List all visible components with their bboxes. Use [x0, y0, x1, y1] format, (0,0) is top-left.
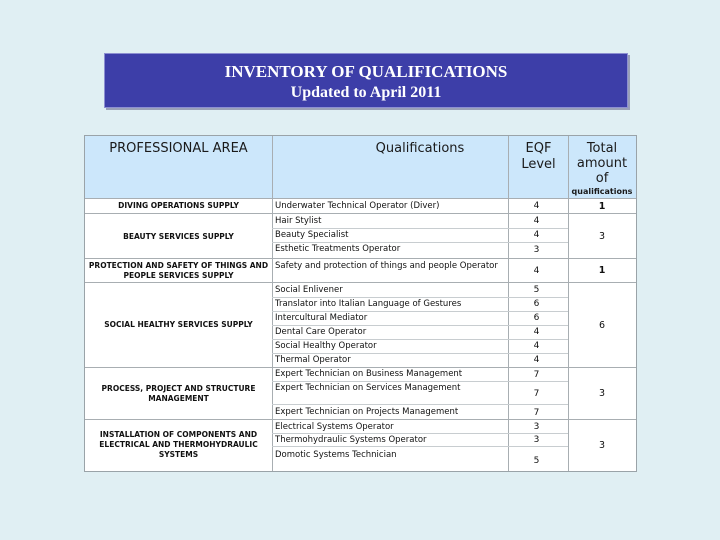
qualification-cell: Domotic Systems Technician	[275, 450, 397, 460]
header-professional-area: PROFESSIONAL AREA	[109, 141, 248, 156]
eqf-level-cell: 3	[533, 435, 540, 445]
eqf-level-cell: 4	[533, 327, 540, 337]
total-protection-safety: 1	[598, 265, 606, 276]
area-process-project: PROCESS, PROJECT AND STRUCTURE MANAGEMENT	[101, 383, 256, 403]
area-installation: INSTALLATION OF COMPONENTS AND ELECTRICAL AND THERMOHYDRAULIC SYSTEMS	[99, 430, 258, 459]
eqf-level-cell: 4	[533, 341, 540, 351]
qualification-cell: Social Healthy Operator	[275, 341, 377, 351]
qualification-cell: Electrical Systems Operator	[275, 422, 394, 432]
eqf-level-cell: 4	[533, 216, 540, 226]
qualification-cell: Expert Technician on Business Management	[275, 369, 463, 379]
qualification-cell: Beauty Specialist	[275, 230, 349, 240]
qualifications-table	[84, 135, 637, 472]
qualification-cell: Dental Care Operator	[275, 327, 367, 337]
total-process-project: 3	[598, 388, 606, 399]
area-diving: DIVING OPERATIONS SUPPLY	[118, 201, 239, 210]
eqf-level-cell: 3	[533, 245, 540, 255]
title-banner	[104, 53, 628, 108]
area-protection-safety: PROTECTION AND SAFETY OF THINGS AND PEOPLE SERVICES SUPPLY	[88, 260, 269, 280]
header-total-4: qualifications	[571, 187, 633, 196]
eqf-level-cell: 3	[533, 422, 540, 432]
total-diving: 1	[598, 200, 606, 212]
qualification-cell: Expert Technician on Projects Management	[275, 407, 459, 417]
header-eqf: EQF	[525, 141, 552, 156]
total-social-healthy: 6	[598, 319, 606, 331]
header-total-1: Total	[586, 141, 618, 156]
qualification-cell: Expert Technician on Services Management	[275, 383, 461, 393]
qualification-cell: Intercultural Mediator	[275, 313, 368, 323]
eqf-level-cell: 7	[533, 370, 540, 380]
qualification-cell: Underwater Technical Operator (Diver)	[275, 201, 440, 211]
header-total-2: amount	[576, 156, 628, 171]
qualification-cell: Esthetic Treatments Operator	[275, 244, 401, 254]
qualification-cell: Thermohydraulic Systems Operator	[275, 435, 427, 445]
header-qualifications: Qualifications	[375, 141, 465, 156]
eqf-level-cell: 6	[533, 313, 540, 323]
column-divider	[272, 136, 273, 471]
area-beauty: BEAUTY SERVICES SUPPLY	[123, 231, 234, 241]
eqf-level-cell: 4	[533, 201, 540, 211]
total-installation: 3	[598, 439, 606, 451]
eqf-level-cell: 5	[533, 285, 540, 295]
eqf-level-cell: 5	[533, 456, 540, 466]
eqf-level-cell: 7	[533, 389, 540, 399]
qualification-cell: Safety and protection of things and people Operator	[275, 261, 498, 271]
eqf-level-cell: 4	[533, 230, 540, 240]
row-divider	[272, 404, 568, 405]
table-header	[85, 136, 636, 198]
qualification-cell: Social Enlivener	[275, 285, 343, 295]
qualification-cell: Hair Stylist	[275, 216, 322, 226]
area-social-healthy: SOCIAL HEALTHY SERVICES SUPPLY	[104, 320, 253, 329]
header-level: Level	[521, 157, 556, 172]
eqf-level-cell: 4	[533, 266, 540, 276]
page-subtitle: Updated to April 2011	[290, 84, 442, 101]
qualification-cell: Thermal Operator	[275, 355, 351, 365]
total-beauty: 3	[598, 231, 606, 242]
eqf-level-cell: 6	[533, 299, 540, 309]
header-total-3: of	[595, 171, 609, 186]
qualification-cell: Translator into Italian Language of Gestures	[275, 299, 462, 309]
eqf-level-cell: 7	[533, 408, 540, 418]
eqf-level-cell: 4	[533, 355, 540, 365]
page-title: INVENTORY OF QUALIFICATIONS	[224, 62, 508, 81]
row-divider	[272, 446, 568, 447]
